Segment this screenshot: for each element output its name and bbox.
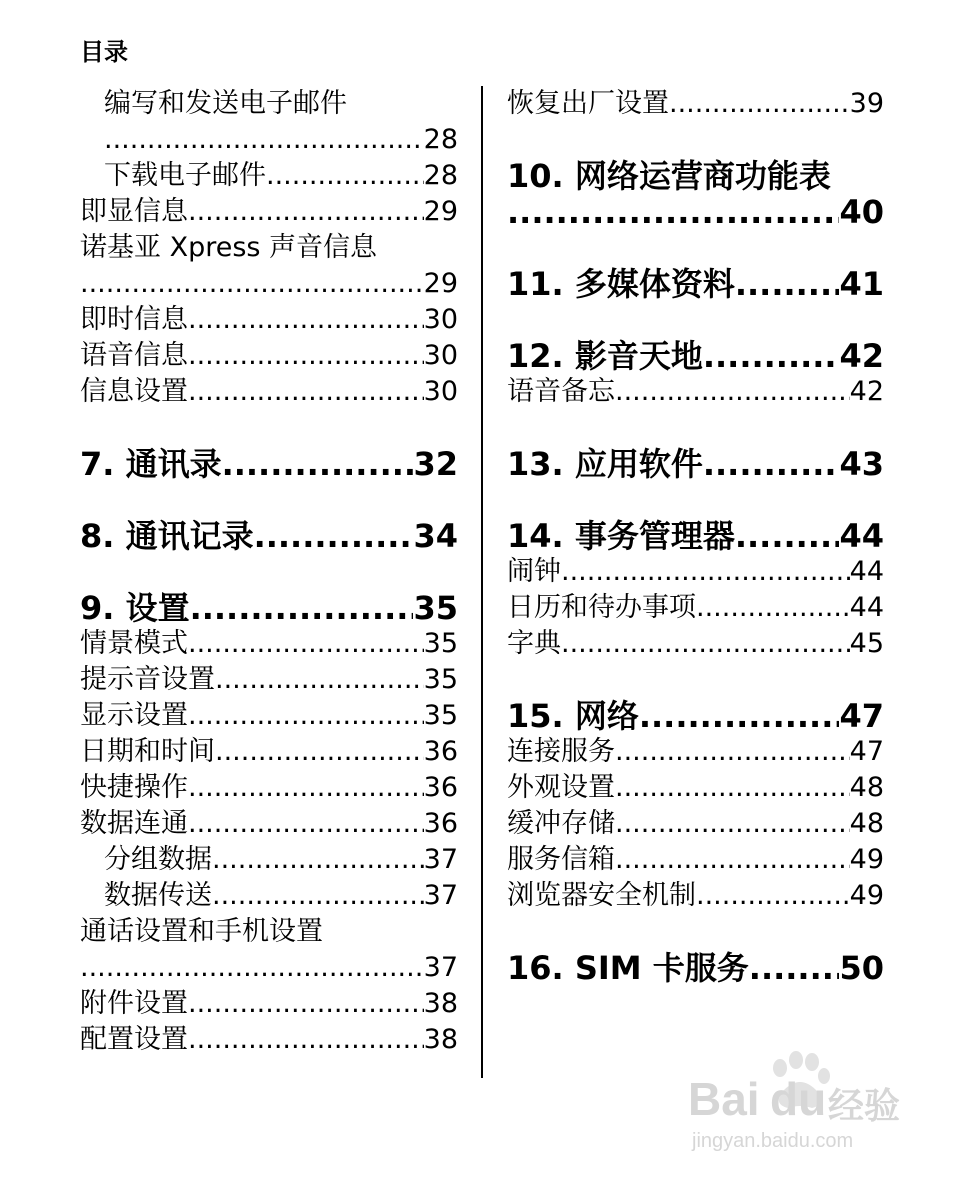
page-number: 42 [849,376,884,407]
dot-leader [188,806,424,842]
toc-chapter[interactable] [507,446,884,482]
toc-entry[interactable] [507,842,884,878]
page-number: 38 [423,988,458,1019]
dot-leader [215,662,424,698]
chapter-title: 8. 通讯记录 [80,518,254,554]
page-number: 44 [849,592,884,623]
entry-title: 字典 [507,628,561,659]
entry-title: 下载电子邮件 [104,160,266,191]
page-number: 38 [423,1024,458,1055]
section-spacer [507,230,884,266]
dot-leader [266,158,424,194]
dot-leader [188,770,424,806]
dot-leader [696,878,850,914]
dot-leader [215,734,424,770]
toc-entry-title[interactable]: 编写和发送电子邮件 [104,88,347,119]
chapter-title: 12. 影音天地 [507,338,703,374]
entry-title: 浏览器安全机制 [507,880,696,911]
page-number: 43 [839,446,884,482]
toc-entry[interactable] [80,662,458,698]
toc-entry[interactable] [80,842,458,878]
toc-entry[interactable] [507,878,884,914]
page-number: 48 [849,808,884,839]
page-number: 49 [849,844,884,875]
toc-entry[interactable] [507,590,884,626]
page-number: 49 [849,880,884,911]
toc-chapter-title[interactable]: 10. 网络运营商功能表 [507,157,831,195]
page-number: 37 [423,952,458,983]
page-number: 37 [423,844,458,875]
chapter-title: 14. 事务管理器 [507,518,735,554]
dot-leader [561,626,850,662]
page-number: 36 [423,772,458,803]
toc-entry[interactable] [80,158,458,194]
dot-leader [507,194,839,230]
toc-entry[interactable] [507,806,884,842]
toc-right-column [507,86,884,986]
toc-entry[interactable] [507,770,884,806]
entry-title: 附件设置 [80,988,188,1019]
entry-title: 提示音设置 [80,664,215,695]
section-spacer [80,482,458,518]
entry-title: 恢复出厂设置 [507,88,669,119]
toc-entry[interactable] [507,734,884,770]
page-number: 42 [839,338,884,374]
toc-entry[interactable] [80,806,458,842]
page-number: 30 [423,340,458,371]
toc-left-column [80,86,458,1058]
page-number: 41 [839,266,884,302]
page-number: 35 [423,628,458,659]
section-spacer [507,410,884,446]
dot-leader [254,518,414,554]
entry-title: 数据传送 [104,880,212,911]
page-number: 35 [423,700,458,731]
dot-leader [188,194,424,230]
toc-entry[interactable] [80,1022,458,1058]
page-number: 44 [849,556,884,587]
page-number: 29 [423,196,458,227]
page-number: 35 [423,664,458,695]
page-number: 40 [839,194,884,230]
dot-leader [188,698,424,734]
dot-leader [188,374,424,410]
entry-title: 服务信箱 [507,844,615,875]
page-number: 30 [423,376,458,407]
page-number: 39 [849,88,884,119]
watermark-url: jingyan.baidu.com [692,1130,854,1152]
dot-leader [212,878,424,914]
page-number: 44 [839,518,884,554]
toc-entry[interactable] [80,734,458,770]
chapter-title: 9. 设置 [80,590,190,626]
dot-leader [188,1022,424,1058]
page-number: 47 [849,736,884,767]
dot-leader [188,302,424,338]
page-number: 34 [413,518,458,554]
dot-leader [749,950,840,986]
chapter-title: 13. 应用软件 [507,446,703,482]
toc-entry[interactable] [507,86,884,122]
toc-entry[interactable] [507,626,884,662]
toc-chapter[interactable] [507,266,884,302]
dot-leader [669,86,850,122]
dot-leader [188,338,424,374]
page-number: 28 [423,160,458,191]
toc-chapter[interactable] [80,590,458,626]
entry-title: 显示设置 [80,700,188,731]
dot-leader [615,842,850,878]
entry-title: 情景模式 [80,628,188,659]
toc-chapter[interactable] [507,950,884,986]
toc-entry[interactable] [80,626,458,662]
toc-entry[interactable] [507,374,884,410]
dot-leader [735,266,840,302]
dot-leader [104,122,424,158]
baidu-watermark [688,1046,914,1156]
dot-leader [615,734,850,770]
dot-leader [735,518,840,554]
chapter-title: 11. 多媒体资料 [507,266,735,302]
dot-leader [222,446,414,482]
entry-title: 快捷操作 [80,772,188,803]
column-divider [481,86,483,1078]
entry-title: 信息设置 [80,376,188,407]
page-number: 50 [839,950,884,986]
toc-chapter[interactable] [80,518,458,554]
chapter-title: 15. 网络 [507,698,639,734]
toc-entry[interactable] [80,374,458,410]
entry-title: 分组数据 [104,844,212,875]
dot-leader [639,698,840,734]
entry-title: 连接服务 [507,736,615,767]
dot-leader [696,590,850,626]
entry-title: 数据连通 [80,808,188,839]
toc-chapter[interactable] [80,446,458,482]
watermark-brand-cn: 经验 [828,1085,901,1126]
dot-leader [80,266,424,302]
toc-entry[interactable] [80,302,458,338]
page-number: 36 [423,736,458,767]
page-number: 32 [413,446,458,482]
entry-title: 配置设置 [80,1024,188,1055]
toc-entry[interactable] [80,878,458,914]
page-number: 35 [413,590,458,626]
toc-entry[interactable] [80,266,458,302]
dot-leader [190,590,414,626]
page-number: 47 [839,698,884,734]
entry-title: 语音备忘 [507,376,615,407]
entry-title: 语音信息 [80,340,188,371]
toc-chapter[interactable] [507,338,884,374]
section-spacer [507,302,884,338]
entry-title: 即显信息 [80,196,188,227]
toc-entry[interactable] [80,950,458,986]
section-spacer [507,662,884,698]
watermark-brand: Bai [688,1073,760,1125]
entry-title: 即时信息 [80,304,188,335]
section-spacer [507,122,884,158]
dot-leader [561,554,850,590]
page-number: 45 [849,628,884,659]
toc-entry-title[interactable]: 通话设置和手机设置 [80,916,323,947]
toc-entry[interactable] [80,986,458,1022]
toc-chapter[interactable] [507,698,884,734]
page-number: 30 [423,304,458,335]
dot-leader [188,626,424,662]
toc-entry[interactable] [80,770,458,806]
watermark-brand-2: du [770,1073,827,1125]
entry-title: 日期和时间 [80,736,215,767]
section-spacer [80,410,458,446]
page-number: 37 [423,880,458,911]
entry-title: 外观设置 [507,772,615,803]
dot-leader [615,806,850,842]
toc-entry-title[interactable]: 诺基亚 Xpress 声音信息 [80,232,378,263]
entry-title: 闹钟 [507,556,561,587]
dot-leader [703,446,840,482]
toc-entry[interactable] [80,194,458,230]
entry-title: 缓冲存储 [507,808,615,839]
dot-leader [188,986,424,1022]
section-spacer [507,482,884,518]
section-spacer [507,914,884,950]
toc-chapter[interactable] [507,518,884,554]
toc-entry[interactable] [507,554,884,590]
page-number: 28 [423,124,458,155]
dot-leader [615,374,850,410]
dot-leader [80,950,424,986]
page-number: 29 [423,268,458,299]
toc-entry[interactable] [80,698,458,734]
chapter-title: 7. 通讯录 [80,446,222,482]
toc-chapter[interactable] [507,194,884,230]
dot-leader [615,770,850,806]
toc-entry[interactable] [80,338,458,374]
dot-leader [703,338,840,374]
dot-leader [212,842,424,878]
chapter-title: 16. SIM 卡服务 [507,950,749,986]
page-number: 36 [423,808,458,839]
entry-title: 日历和待办事项 [507,592,696,623]
page-number: 48 [849,772,884,803]
section-spacer [80,554,458,590]
toc-entry[interactable] [80,122,458,158]
page-title: 目录 [80,38,128,66]
